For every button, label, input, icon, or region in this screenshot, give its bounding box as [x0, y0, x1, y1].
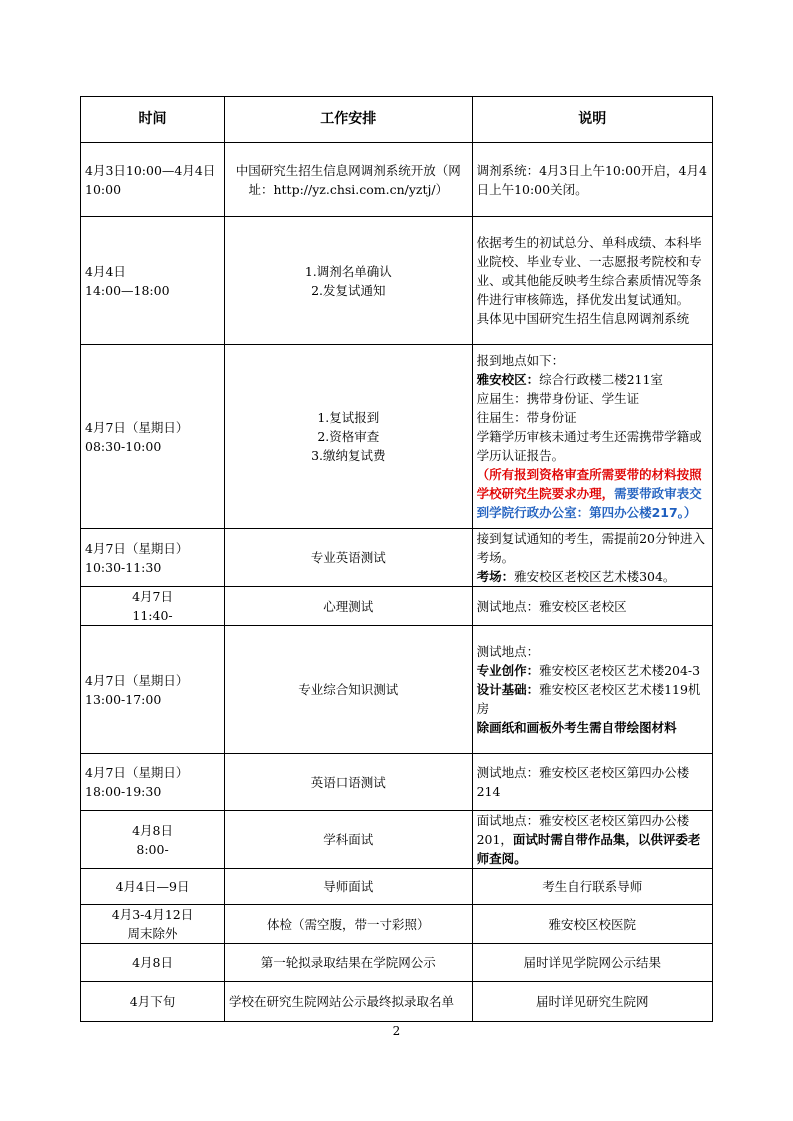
table-row — [81, 143, 713, 217]
work-cell: 中国研究生招生信息网调剂系统开放（网址：http://yz.chsi.com.cn/yztj/） — [225, 143, 473, 217]
time-cell: 4月7日（星期日） 10:30-11:30 — [81, 529, 225, 587]
table-row — [81, 811, 713, 869]
time-cell: 4月7日 11:40- — [81, 587, 225, 626]
work-cell: 导师面试 — [225, 869, 473, 905]
work-cell: 心理测试 — [225, 587, 473, 626]
note-cell: 调剂系统：4月3日上午10:00开启，4月4日上午10:00关闭。 — [472, 143, 712, 217]
schedule-table — [80, 96, 713, 1022]
note-cell: 考生自行联系导师 — [472, 869, 712, 905]
work-cell: 专业综合知识测试 — [225, 626, 473, 754]
time-cell: 4月3-4月12日 周末除外 — [81, 905, 225, 944]
note-cell: 接到复试通知的考生，需提前20分钟进入考场。 考场：雅安校区老校区艺术楼304。 — [472, 529, 712, 587]
note-cell: 报到地点如下： 雅安校区：综合行政楼二楼211室 应届生：携带身份证、学生证 往届生：带身份证 学籍学历审核未通过考生还需携带学籍或学历认证报告。 （所有报到资格审查所需要带的材料按照学校研究生院要求办理，需要带政审表交到学院行政办公室：第四办公楼217。） — [472, 345, 712, 529]
note-cell: 面试地点：雅安校区老校区第四办公楼201，面试时需自带作品集，以供评委老师查阅。 — [472, 811, 712, 869]
note-cell: 届时详见学院网公示结果 — [472, 944, 712, 982]
time-cell: 4月3日10:00—4月4日10:00 — [81, 143, 225, 217]
note-cell: 依据考生的初试总分、单科成绩、本科毕业院校、毕业专业、一志愿报考院校和专业、或其他能反映考生综合素质情况等条件进行审核筛选，择优发出复试通知。 具体见中国研究生招生信息网调剂系统 — [472, 217, 712, 345]
page-number: 2 — [392, 1024, 401, 1038]
table-row — [81, 869, 713, 905]
time-cell: 4月7日（星期日） 18:00-19:30 — [81, 754, 225, 811]
note-cell: 届时详见研究生院网 — [472, 982, 712, 1022]
time-cell: 4月8日 — [81, 944, 225, 982]
table-row — [81, 529, 713, 587]
header-work: 工作安排 — [225, 97, 473, 143]
table-row — [81, 587, 713, 626]
time-cell: 4月8日 8:00- — [81, 811, 225, 869]
header-time: 时间 — [81, 97, 225, 143]
time-cell: 4月4日 14:00—18:00 — [81, 217, 225, 345]
table-row — [81, 754, 713, 811]
work-cell: 1.调剂名单确认 2.发复试通知 — [225, 217, 473, 345]
note-cell: 雅安校区校医院 — [472, 905, 712, 944]
note-cell: 测试地点：雅安校区老校区第四办公楼214 — [472, 754, 712, 811]
note-cell: 测试地点： 专业创作：雅安校区老校区艺术楼204-3 设计基础：雅安校区老校区艺术楼119机房 除画纸和画板外考生需自带绘图材料 — [472, 626, 712, 754]
work-cell: 专业英语测试 — [225, 529, 473, 587]
time-cell: 4月7日（星期日） 08:30-10:00 — [81, 345, 225, 529]
work-cell: 英语口语测试 — [225, 754, 473, 811]
table-row — [81, 944, 713, 982]
time-cell: 4月下旬 — [81, 982, 225, 1022]
table-row — [81, 345, 713, 529]
table-row — [81, 626, 713, 754]
time-cell: 4月4日—9日 — [81, 869, 225, 905]
work-cell: 体检（需空腹，带一寸彩照） — [225, 905, 473, 944]
table-row — [81, 982, 713, 1022]
time-cell: 4月7日（星期日） 13:00-17:00 — [81, 626, 225, 754]
work-cell: 学科面试 — [225, 811, 473, 869]
work-cell: 第一轮拟录取结果在学院网公示 — [225, 944, 473, 982]
note-cell: 测试地点：雅安校区老校区 — [472, 587, 712, 626]
table-row — [81, 217, 713, 345]
work-cell: 1.复试报到 2.资格审查 3.缴纳复试费 — [225, 345, 473, 529]
table-row — [81, 905, 713, 944]
header-note: 说明 — [472, 97, 712, 143]
work-cell: 学校在研究生院网站公示最终拟录取名单 — [225, 982, 473, 1022]
header-row — [81, 97, 713, 143]
